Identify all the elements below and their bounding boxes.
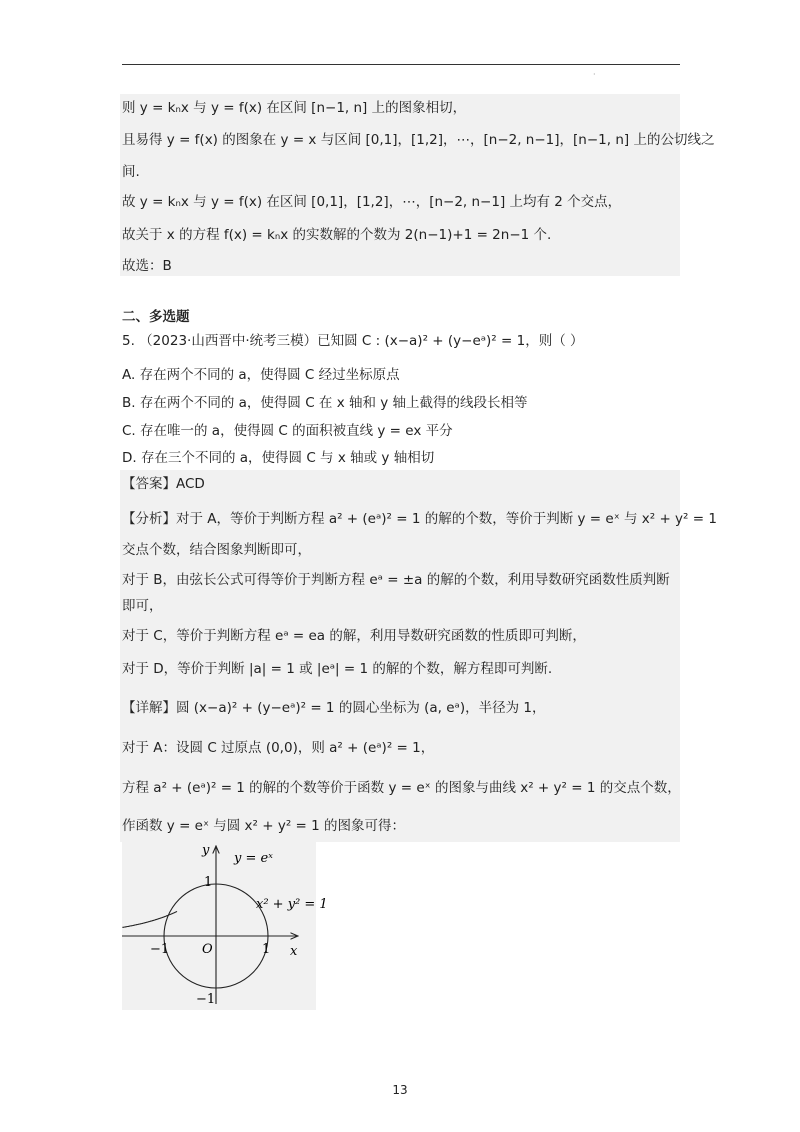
continuation-line-6: 故选：B	[122, 258, 172, 274]
option-a: A. 存在两个不同的 a，使得圆 C 经过坐标原点	[122, 367, 400, 383]
x-axis-label: x	[290, 944, 298, 959]
continuation-line-3: 间.	[122, 164, 140, 180]
section-title: 二、多选题	[122, 309, 190, 325]
y-axis-label: y	[202, 843, 210, 858]
detail-line-3: 方程 a² + (eᵃ)² = 1 的解的个数等价于函数 y = eˣ 的图象与曲线 x² + y² = 1 的交点个数，	[122, 780, 681, 796]
detail-line-2: 对于 A：设圆 C 过原点 (0,0)，则 a² + (eᵃ)² = 1，	[122, 740, 435, 756]
graph-svg	[122, 840, 328, 1010]
continuation-line-2: 且易得 y = f(x) 的图象在 y = x 与区间 [0,1]，[1,2]，⋯，[n−2, n−1]，[n−1, n] 上的公切线之	[122, 132, 715, 148]
tick-y-bottom: −1	[196, 992, 216, 1007]
header-rule	[122, 64, 680, 65]
header-dot: ·	[593, 70, 596, 79]
analysis-line-5: 对于 C，等价于判断方程 eᵃ = ea 的解，利用导数研究函数的性质即可判断，	[122, 628, 586, 644]
question-stem: 5. （2023·山西晋中·统考三模）已知圆 C : (x−a)² + (y−eᵃ)² = 1，则（ ）	[122, 333, 584, 349]
solution-continuation-block	[120, 94, 680, 276]
analysis-line-3: 对于 B，由弦长公式可得等价于判断方程 eᵃ = ±a 的解的个数，利用导数研究函数性质判断	[122, 572, 670, 588]
detail-line-1: 【详解】圆 (x−a)² + (y−eᵃ)² = 1 的圆心坐标为 (a, eᵃ)，半径为 1，	[122, 700, 546, 716]
tick-y-top: 1	[204, 875, 213, 890]
detail-line-4: 作函数 y = eˣ 与圆 x² + y² = 1 的图象可得：	[122, 818, 406, 834]
continuation-line-1: 则 y = kₙx 与 y = f(x) 在区间 [n−1, n] 上的图象相切，	[122, 100, 467, 116]
circle-label: x² + y² = 1	[256, 897, 328, 912]
tick-x-right: 1	[262, 942, 271, 957]
page-number: 13	[392, 1083, 408, 1097]
analysis-line-6: 对于 D，等价于判断 |a| = 1 或 |eᵃ| = 1 的解的个数，解方程即可判断.	[122, 661, 553, 677]
analysis-line-4: 即可，	[122, 598, 163, 614]
analysis-line-1: 【分析】对于 A，等价于判断方程 a² + (eᵃ)² = 1 的解的个数，等价于判断 y = eˣ 与 x² + y² = 1	[122, 511, 717, 527]
graph-exp-and-circle	[122, 840, 328, 1010]
answer-line: 【答案】ACD	[122, 476, 205, 492]
option-c: C. 存在唯一的 a，使得圆 C 的面积被直线 y = ex 平分	[122, 423, 453, 439]
curve-label: y = eˣ	[234, 851, 273, 866]
tick-x-left: −1	[150, 942, 170, 957]
continuation-line-4: 故 y = kₙx 与 y = f(x) 在区间 [0,1]，[1,2]，⋯，[n−2, n−1] 上均有 2 个交点，	[122, 194, 622, 210]
analysis-line-2: 交点个数，结合图象判断即可，	[122, 542, 311, 558]
continuation-line-5: 故关于 x 的方程 f(x) = kₙx 的实数解的个数为 2(n−1)+1 = 2n−1 个.	[122, 227, 552, 243]
option-d: D. 存在三个不同的 a，使得圆 C 与 x 轴或 y 轴相切	[122, 450, 435, 466]
origin-label: O	[202, 942, 213, 957]
option-b: B. 存在两个不同的 a，使得圆 C 在 x 轴和 y 轴上截得的线段长相等	[122, 395, 528, 411]
